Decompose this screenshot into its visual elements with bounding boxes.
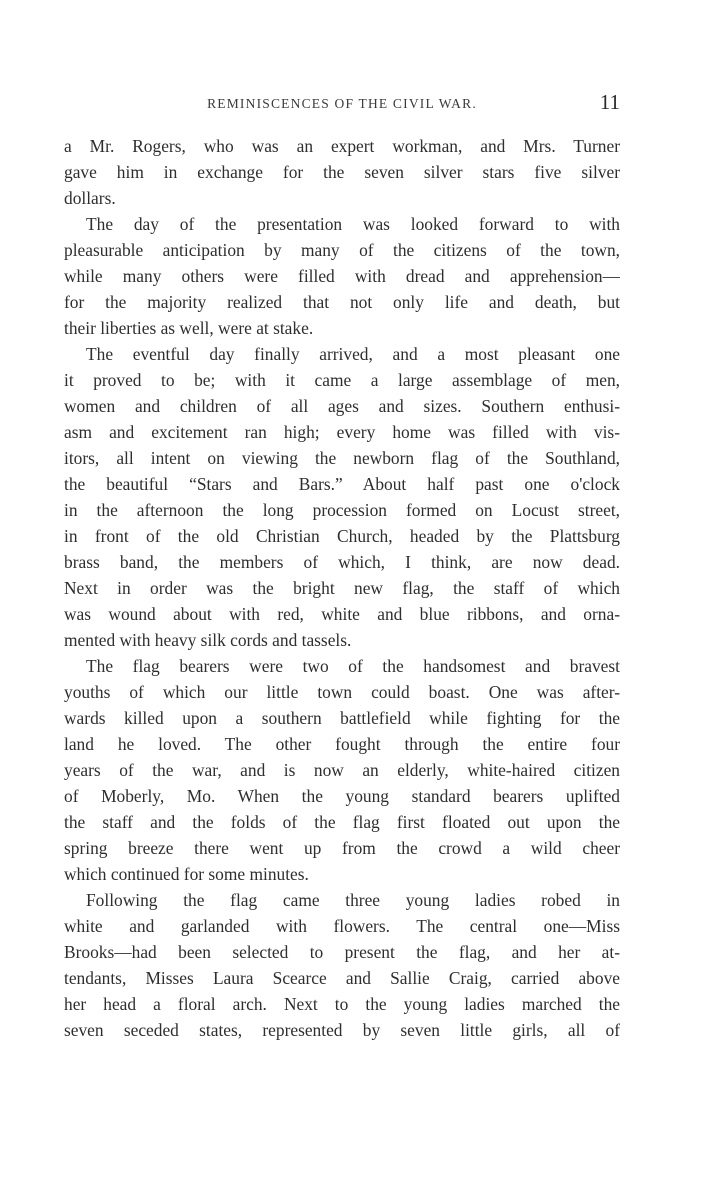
text-line: asm and excitement ran high; every home was filled with vis- <box>64 422 620 442</box>
text-line: gave him in exchange for the seven silver stars five silver <box>64 162 620 182</box>
text-line: for the majority realized that not only life and death, but <box>64 292 620 312</box>
text-line: while many others were filled with dread and apprehension— <box>64 266 620 286</box>
text-line: The eventful day finally arrived, and a most pleasant one <box>86 344 620 364</box>
text-line: wards killed upon a southern battlefield while fighting for the <box>64 708 620 728</box>
text-line: women and children of all ages and sizes. Southern enthusi- <box>64 396 620 416</box>
text-line: brass band, the members of which, I think, are now dead. <box>64 552 620 572</box>
text-line: her head a floral arch. Next to the young ladies marched the <box>64 994 620 1014</box>
text-line: a Mr. Rogers, who was an expert workman, and Mrs. Turner <box>64 136 620 156</box>
text-line: pleasurable anticipation by many of the citizens of the town, <box>64 240 620 260</box>
running-header <box>64 90 620 116</box>
text-line: which continued for some minutes. <box>64 864 309 884</box>
text-line: the beautiful “Stars and Bars.” About half past one o'clock <box>64 474 620 494</box>
text-line: in the afternoon the long procession formed on Locust street, <box>64 500 620 520</box>
page-number: 11 <box>599 90 620 114</box>
text-line: years of the war, and is now an elderly, white-haired citizen <box>64 760 620 780</box>
text-line: seven seceded states, represented by seven little girls, all of <box>64 1020 620 1040</box>
text-line: The flag bearers were two of the handsomest and bravest <box>86 656 620 676</box>
text-line: Following the flag came three young ladies robed in <box>86 890 620 910</box>
text-line: was wound about with red, white and blue ribbons, and orna- <box>64 604 620 624</box>
text-line: Next in order was the bright new flag, the staff of which <box>64 578 620 598</box>
text-line: dollars. <box>64 188 116 208</box>
running-title: REMINISCENCES OF THE CIVIL WAR. <box>207 96 477 111</box>
text-line: spring breeze there went up from the crowd a wild cheer <box>64 838 620 858</box>
text-line: The day of the presentation was looked forward to with <box>86 214 620 234</box>
text-line: youths of which our little town could boast. One was after- <box>64 682 620 702</box>
text-line: in front of the old Christian Church, headed by the Plattsburg <box>64 526 620 546</box>
text-line: Brooks—had been selected to present the flag, and her at- <box>64 942 620 962</box>
text-line: their liberties as well, were at stake. <box>64 318 314 338</box>
text-line: it proved to be; with it came a large assemblage of men, <box>64 370 620 390</box>
text-line: mented with heavy silk cords and tassels. <box>64 630 352 650</box>
text-line: of Moberly, Mo. When the young standard bearers uplifted <box>64 786 620 806</box>
text-line: itors, all intent on viewing the newborn flag of the Southland, <box>64 448 620 468</box>
text-line: white and garlanded with flowers. The central one—Miss <box>64 916 620 936</box>
text-line: land he loved. The other fought through the entire four <box>64 734 620 754</box>
text-line: the staff and the folds of the flag first floated out upon the <box>64 812 620 832</box>
text-line: tendants, Misses Laura Scearce and Sallie Craig, carried above <box>64 968 620 988</box>
body-text <box>64 133 620 1043</box>
